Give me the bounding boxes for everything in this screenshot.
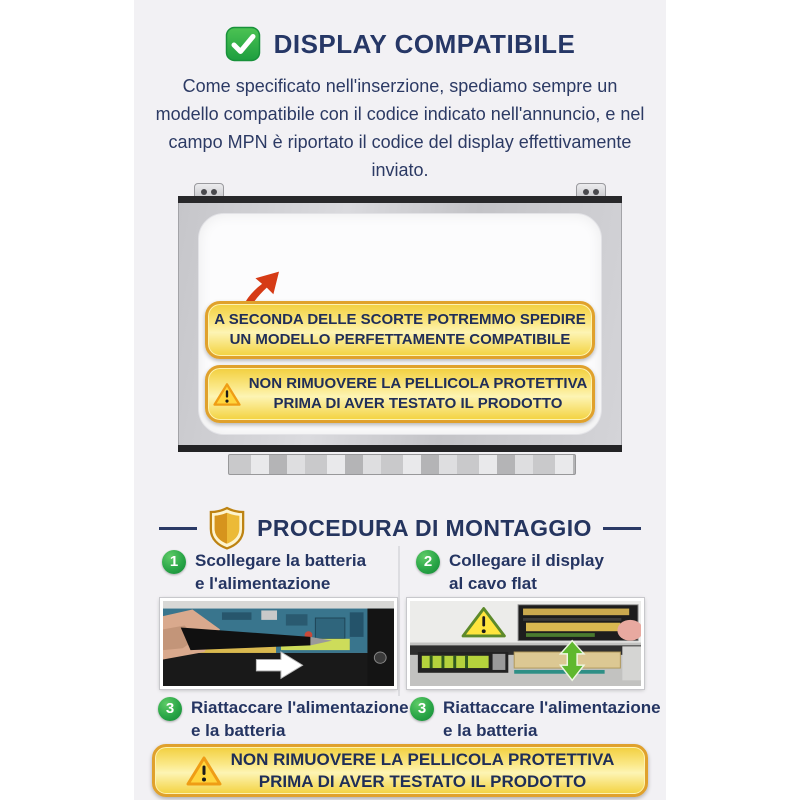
step-1-line1: Scollegare la batteria [195,551,367,570]
warning-triangle-icon [186,755,222,787]
heading-rule-right [603,527,641,530]
film-warning-line2: PRIMA DI AVER TESTATO IL PRODOTTO [273,395,563,412]
flat-cable-photo [410,601,641,686]
column-divider [398,546,400,696]
step-3-right [410,696,661,742]
footer-warning-line2: PRIMA DI AVER TESTATO IL PRODOTTO [258,771,587,791]
content-column [134,0,666,800]
stock-notice-line1: A SECONDA DELLE SCORTE POTREMMO SPEDIRE [214,311,586,328]
motherboard-photo [163,601,394,686]
footer-warning-banner [152,744,648,797]
step-3-right-line2: e la batteria [443,721,538,740]
header [134,26,666,62]
panel-bottom-edge [178,445,622,452]
film-warning-banner [205,365,595,423]
check-icon [225,26,261,62]
page-title: DISPLAY COMPATIBILE [273,28,576,59]
step-3-left-number: 3 [158,697,182,721]
step-2 [416,549,604,595]
heading-rule-left [159,527,197,530]
step-3-left-line2: e la batteria [191,721,286,740]
procedure-heading [134,506,666,550]
step-3-left-line1: Riattaccare l'alimentazione [191,698,409,717]
stock-notice-banner [205,301,595,359]
procedure-title: PROCEDURA DI MONTAGGIO [257,514,592,541]
step-3-right-number: 3 [410,697,434,721]
step-2-photo [407,598,644,689]
footer-warning-line1: NON RIMUOVERE LA PELLICOLA PROTETTIVA [230,749,615,769]
stock-notice-line2: UN MODELLO PERFETTAMENTE COMPATIBILE [229,331,571,348]
lcd-panel-image [178,183,622,475]
step-1-photo [160,598,397,689]
backlight-foil-strip [228,454,576,475]
step-3-right-line1: Riattaccare l'alimentazione [443,698,661,717]
step-3-left [158,696,409,742]
warning-triangle-icon [213,382,241,407]
intro-text: Come specificato nell'inserzione, spediamo sempre un modello compatibile con il codice indicato nell'annuncio, e nel campo MPN è riportato il codice del display effettivamente inviato. [155,76,645,180]
step-2-line1: Collegare il display [449,551,604,570]
step-1 [162,549,366,595]
step-2-number: 2 [416,550,440,574]
step-1-number: 1 [162,550,186,574]
step-2-line2: al cavo flat [449,574,537,593]
film-warning-line1: NON RIMUOVERE LA PELLICOLA PROTETTIVA [248,375,588,392]
step-1-line2: e l'alimentazione [195,574,331,593]
shield-icon [208,506,246,550]
